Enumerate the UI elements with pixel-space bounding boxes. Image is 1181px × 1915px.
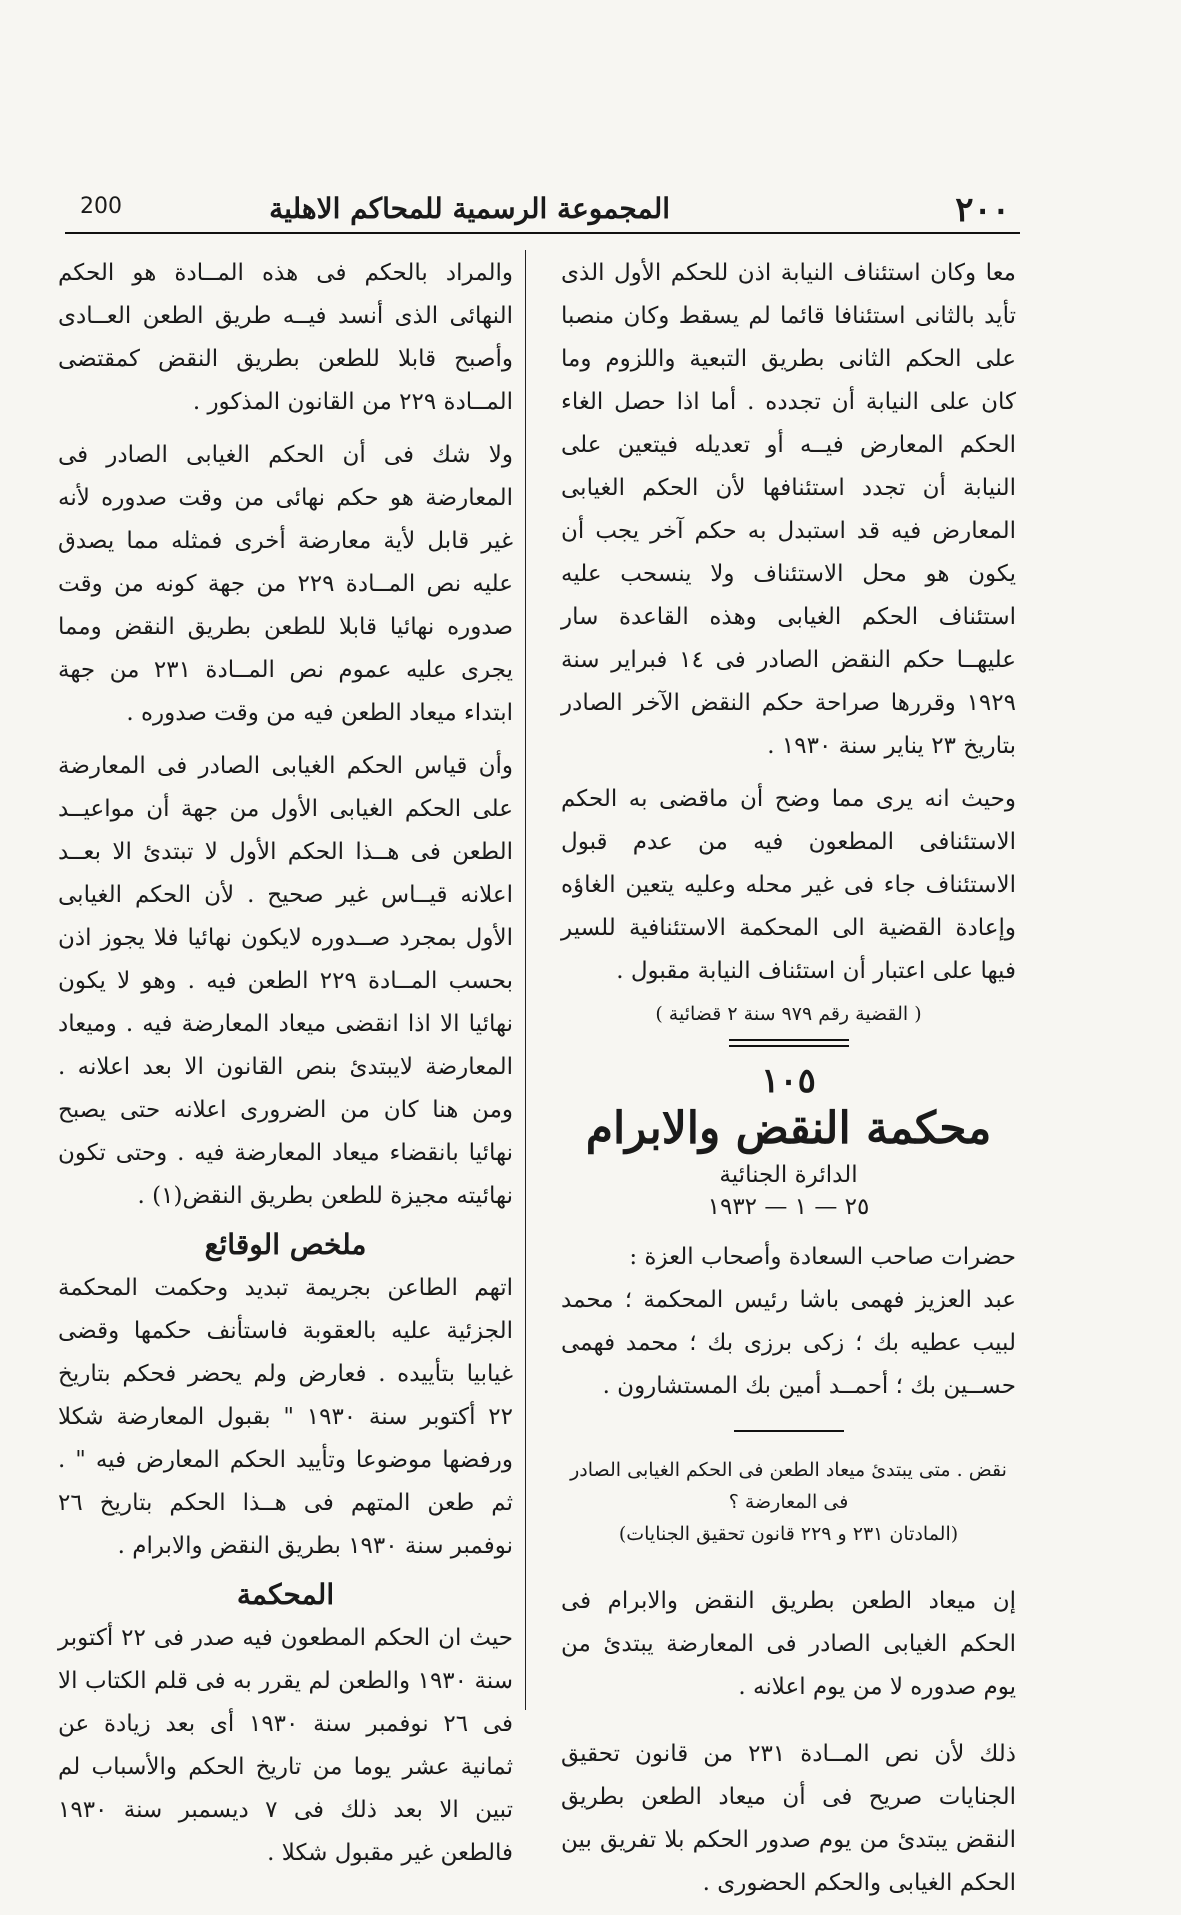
right-column	[561, 252, 1016, 1915]
headnote	[561, 1454, 1016, 1550]
case-citation: ( القضية رقم ٩٧٩ سنة ٢ قضائية )	[655, 1003, 922, 1025]
column-divider	[525, 250, 526, 1710]
court-name: محكمة النقض والابرام	[585, 1103, 992, 1154]
headnote-line: نقض . متى يبتدئ ميعاد الطعن فى الحكم الغيابى الصادر فى المعارضة ؟	[570, 1459, 1007, 1513]
court-heading: المحكمة	[236, 1578, 335, 1611]
paragraph: وأن قياس الحكم الغيابى الصادر فى المعارضة على الحكم الغيابى الأول من جهة أن مواعيــد الطعن فى هــذا الحكم الأول لا تبتدئ الا بعــد اعلانه قيــاس غير صحيح . لأن الحكم الغيابى الأول بمجرد صــدوره لايكون نهائيا فلا يجوز اذن بحسب المــادة ٢٢٩ الطعن فيه . وهو لا يكون نهائيا الا اذا انقضى ميعاد المعارضة فيه . وميعاد المعارضة لايبتدئ بنص القانون الا بعد اعلانه . ومن هنا كان من الضرورى اعلانه حتى يصبح نهائيا بانقضاء ميعاد المعارضة فيه . وحتى تكون نهائيته مجيزة للطعن بطريق النقض(١) .	[58, 753, 513, 1209]
left-column	[58, 252, 513, 1885]
principle-reason: ذلك لأن نص المــادة ٢٣١ من قانون تحقيق الجنايات صريح فى أن ميعاد الطعن بطريق النقض يبتدئ من يوم صدور الحكم بلا تفريق بين الحكم الغيابى والحكم الحضورى .	[561, 1741, 1016, 1896]
page-number-arabic: ٢٠٠	[955, 190, 1010, 230]
case-number: ١٠٥	[761, 1061, 816, 1101]
paragraph: وحيث انه يرى مما وضح أن ماقضى به الحكم الاستئنافى المطعون فيه من عدم قبول الاستئناف جاء فى غير محله وعليه يتعين الغاؤه وإعادة القضية الى المحكمة الاستئنافية للسير فيها على اعتبار أن استئناف النيابة مقبول .	[561, 786, 1016, 984]
facts-heading: ملخص الوقائع	[204, 1228, 367, 1261]
paragraph: معا وكان استئناف النيابة اذن للحكم الأول الذى تأيد بالثانى استئنافا قائما لم يسقط وكان منصبا على الحكم الثانى بطريق التبعية واللزوم وما كان على النيابة أن تجدده . أما اذا حصل الغاء الحكم المعارض فيــه أو تعديله فيتعين على النيابة أن تجدد استئنافها لأن الحكم الغيابى المعارض فيه قد استبدل به حكم آخر يجب أن يكون هو محل الاستئناف ولا ينسحب عليه استئناف الحكم الغيابى وهذه القاعدة سار عليهــا حكم النقض الصادر فى ١٤ فبراير سنة ١٩٢٩ وقررها صراحة حكم النقض الآخر الصادر بتاريخ ٢٣ يناير سنة ١٩٣٠ .	[561, 260, 1016, 759]
circuit-name: الدائرة الجنائية	[719, 1162, 858, 1188]
journal-title: المجموعة الرسمية للمحاكم الاهلية	[269, 192, 670, 225]
court-text: حيث ان الحكم المطعون فيه صدر فى ٢٢ أكتوبر سنة ١٩٣٠ والطعن لم يقرر به فى قلم الكتاب الا فى ٢٦ نوفمبر سنة ١٩٣٠ أى بعد زيادة عن ثمانية عشر يوما من تاريخ الحكم والأسباب لم تبين الا بعد ذلك فى ٧ ديسمبر سنة ١٩٣٠ فالطعن غير مقبول شكلا .	[58, 1625, 513, 1866]
legal-principle: إن ميعاد الطعن بطريق النقض والابرام فى الحكم الغيابى الصادر فى المعارضة يبتدئ من يوم صدوره لا من يوم اعلانه .	[561, 1588, 1016, 1700]
judges-list: عبد العزيز فهمى باشا رئيس المحكمة ؛ محمد لبيب عطيه بك ؛ زكى برزى بك ؛ محمد فهمى حســين بك ؛ أحمــد أمين بك المستشارون .	[561, 1287, 1016, 1399]
headnote-articles: (المادتان ٢٣١ و ٢٢٩ قانون تحقيق الجنايات)	[618, 1523, 959, 1545]
paragraph: والمراد بالحكم فى هذه المــادة هو الحكم النهائى الذى أنسد فيــه طريق الطعن العــادى وأصبح قابلا للطعن بطريق النقض كمقتضى المــادة ٢٢٩ من القانون المذكور .	[58, 260, 513, 415]
facts-text: اتهم الطاعن بجريمة تبديد وحكمت المحكمة الجزئية عليه بالعقوبة فاستأنف حكمها وقضى غيابيا بتأييده . فعارض ولم يحضر فحكم بتاريخ ٢٢ أكتوبر سنة ١٩٣٠ " بقبول المعارضة شكلا ورفضها موضوعا وتأييد الحكم المعارض فيه " . ثم طعن المتهم فى هــذا الحكم بتاريخ ٢٦ نوفمبر سنة ١٩٣٠ بطريق النقض والابرام .	[58, 1275, 514, 1559]
header-rule	[65, 232, 1020, 234]
short-rule	[734, 1430, 844, 1432]
page-header	[80, 190, 1010, 234]
double-rule	[729, 1039, 849, 1047]
judgment-date: ٢٥ — ١ — ١٩٣٢	[707, 1194, 870, 1220]
judges-intro: حضرات صاحب السعادة وأصحاب العزة :	[629, 1244, 1016, 1270]
paragraph: ولا شك فى أن الحكم الغيابى الصادر فى المعارضة هو حكم نهائى من وقت صدوره لأنه غير قابل لأية معارضة أخرى فمثله مما يصدق عليه نص المــادة ٢٢٩ من جهة كونه من وقت صدوره نهائيا قابلا للطعن بطريق النقض ومما يجرى عليه عموم نص المــادة ٢٣١ من جهة ابتداء ميعاد الطعن فيه من وقت صدوره .	[58, 442, 513, 726]
page-number-latin: 200	[80, 194, 122, 219]
